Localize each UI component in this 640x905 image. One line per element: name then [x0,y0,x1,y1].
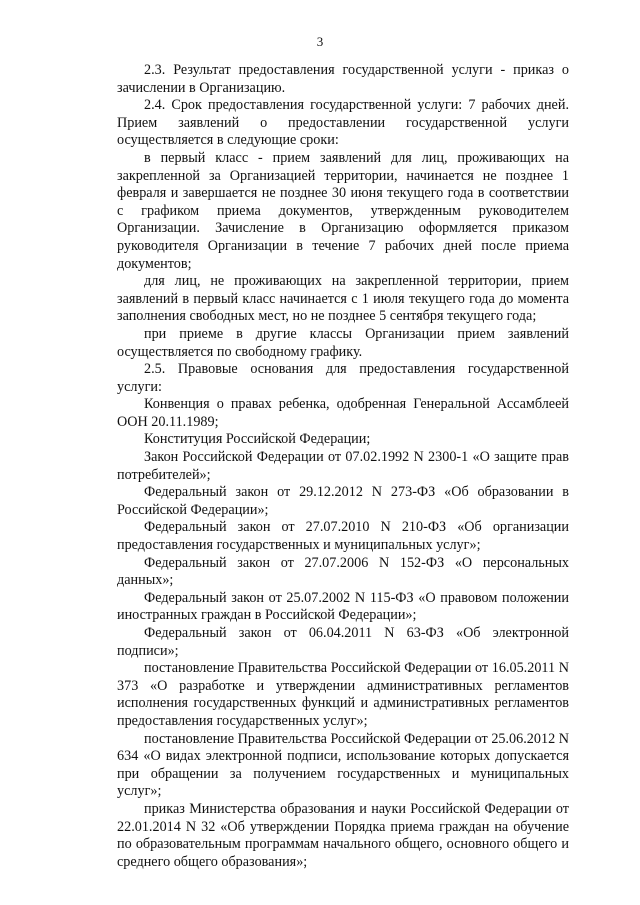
paragraph: Конституция Российской Федерации; [144,431,371,448]
page-number: 3 [316,34,324,49]
paragraph: Конвенция о правах ребенка, одобренная Генеральной Ассамблеей ООН 20.11.1989; [117,396,569,430]
paragraph: 2.5. Правовые основания для предоставления государственной услуги: [117,361,569,395]
paragraph: постановление Правительства Российской Федерации от 16.05.2011 N 373 «О разработке и утверждении административных регламентов исполнения государственных функций и административных регламентов предоставления государственных услуг»; [117,660,569,729]
paragraph: в первый класс - прием заявлений для лиц, проживающих на закрепленной за Организацией территории, начинается не позднее 1 февраля и завершается не позднее 30 июня текущего года в соответствии с графиком приема документов, утвержденным руководителем Организации. Зачисление в Организацию оформляется приказом руководителя Организации в течение 7 рабочих дней после приема документов; [117,149,569,272]
paragraph: при приеме в другие классы Организации прием заявлений осуществляется по свободному графику. [117,325,569,360]
paragraph: Федеральный закон от 29.12.2012 N 273-ФЗ «Об образовании в Российской Федерации»; [117,484,569,518]
paragraph: Федеральный закон от 25.07.2002 N 115-ФЗ «О правовом положении иностранных граждан в Российской Федерации»; [117,589,569,624]
paragraph: 2.3. Результат предоставления государственной услуги - приказ о зачислении в Организацию. [117,62,569,96]
paragraph: постановление Правительства Российской Федерации от 25.06.2012 N 634 «О видах электронной подписи, использование которых допускается при обращении за получением государственных и муниципальных услуг»; [117,730,569,800]
paragraph: приказ Министерства образования и науки Российской Федерации от 22.01.2014 N 32 «Об утверждении Порядка приема граждан на обучение по образовательным программам начального общего, основного общего и среднего общего образования»; [117,800,569,870]
document-body [117,62,569,871]
paragraph: Федеральный закон от 27.07.2006 N 152-ФЗ «О персональных данных»; [117,554,569,589]
paragraph: 2.4. Срок предоставления государственной услуги: 7 рабочих дней. Прием заявлений о предоставлении государственной услуги осуществляется в следующие сроки: [117,97,569,149]
paragraph: Федеральный закон от 27.07.2010 N 210-ФЗ «Об организации предоставления государственных и муниципальных услуг»; [117,519,569,554]
paragraph: для лиц, не проживающих на закрепленной территории, прием заявлений в первый класс начинается с 1 июля текущего года до момента заполнения свободных мест, но не позднее 5 сентября текущего года; [117,273,569,325]
paragraph: Закон Российской Федерации от 07.02.1992 N 2300-1 «О защите прав потребителей»; [117,449,569,483]
paragraph: Федеральный закон от 06.04.2011 N 63-ФЗ «Об электронной подписи»; [117,625,569,659]
